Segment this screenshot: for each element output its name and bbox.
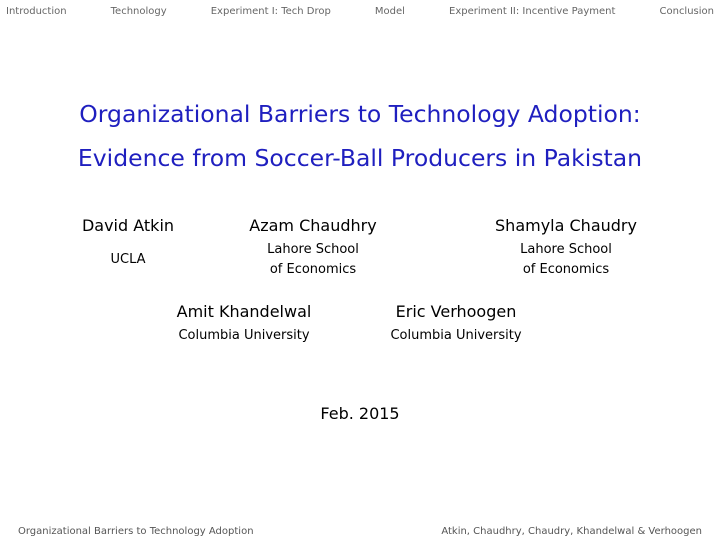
affiliation-line-1: Lahore School — [520, 242, 612, 257]
nav-introduction[interactable]: Introduction — [6, 5, 67, 17]
affiliation-line-1: Lahore School — [267, 242, 359, 257]
affiliation-line-2: of Economics — [522, 262, 610, 277]
author-name: Eric Verhoogen — [395, 302, 517, 321]
slide-title — [0, 92, 720, 180]
presentation-date: Feb. 2015 — [320, 404, 400, 423]
author-name: Shamyla Chaudry — [495, 216, 637, 235]
author-affiliation — [213, 240, 413, 280]
author-name: David Atkin — [81, 216, 175, 235]
nav-model[interactable]: Model — [374, 5, 405, 17]
author-affiliation: Columbia University — [390, 328, 522, 343]
title-line-2: Evidence from Soccer-Ball Producers in Pakistan — [77, 144, 643, 172]
section-navigation — [0, 0, 720, 22]
nav-experiment-2[interactable]: Experiment II: Incentive Payment — [449, 5, 616, 17]
author-block-3 — [466, 216, 666, 280]
author-affiliation: UCLA — [110, 252, 146, 267]
author-name: Amit Khandelwal — [176, 302, 312, 321]
nav-technology[interactable]: Technology — [110, 5, 167, 17]
nav-conclusion[interactable]: Conclusion — [659, 5, 714, 17]
author-affiliation: Columbia University — [178, 328, 310, 343]
author-block-5 — [356, 302, 556, 346]
affiliation-line-2: of Economics — [269, 262, 357, 277]
author-name: Azam Chaudhry — [249, 216, 377, 235]
title-line-1: Organizational Barriers to Technology Adoption: — [79, 100, 641, 128]
author-affiliation — [466, 240, 666, 280]
footer-authors: Atkin, Chaudhry, Chaudry, Khandelwal & Verhoogen — [441, 526, 702, 537]
nav-experiment-1[interactable]: Experiment I: Tech Drop — [210, 5, 331, 17]
author-block-1 — [28, 216, 228, 270]
footer-title: Organizational Barriers to Technology Adoption — [18, 526, 254, 537]
slide-footer — [0, 526, 720, 537]
author-block-4 — [144, 302, 344, 346]
author-block-2 — [213, 216, 413, 280]
